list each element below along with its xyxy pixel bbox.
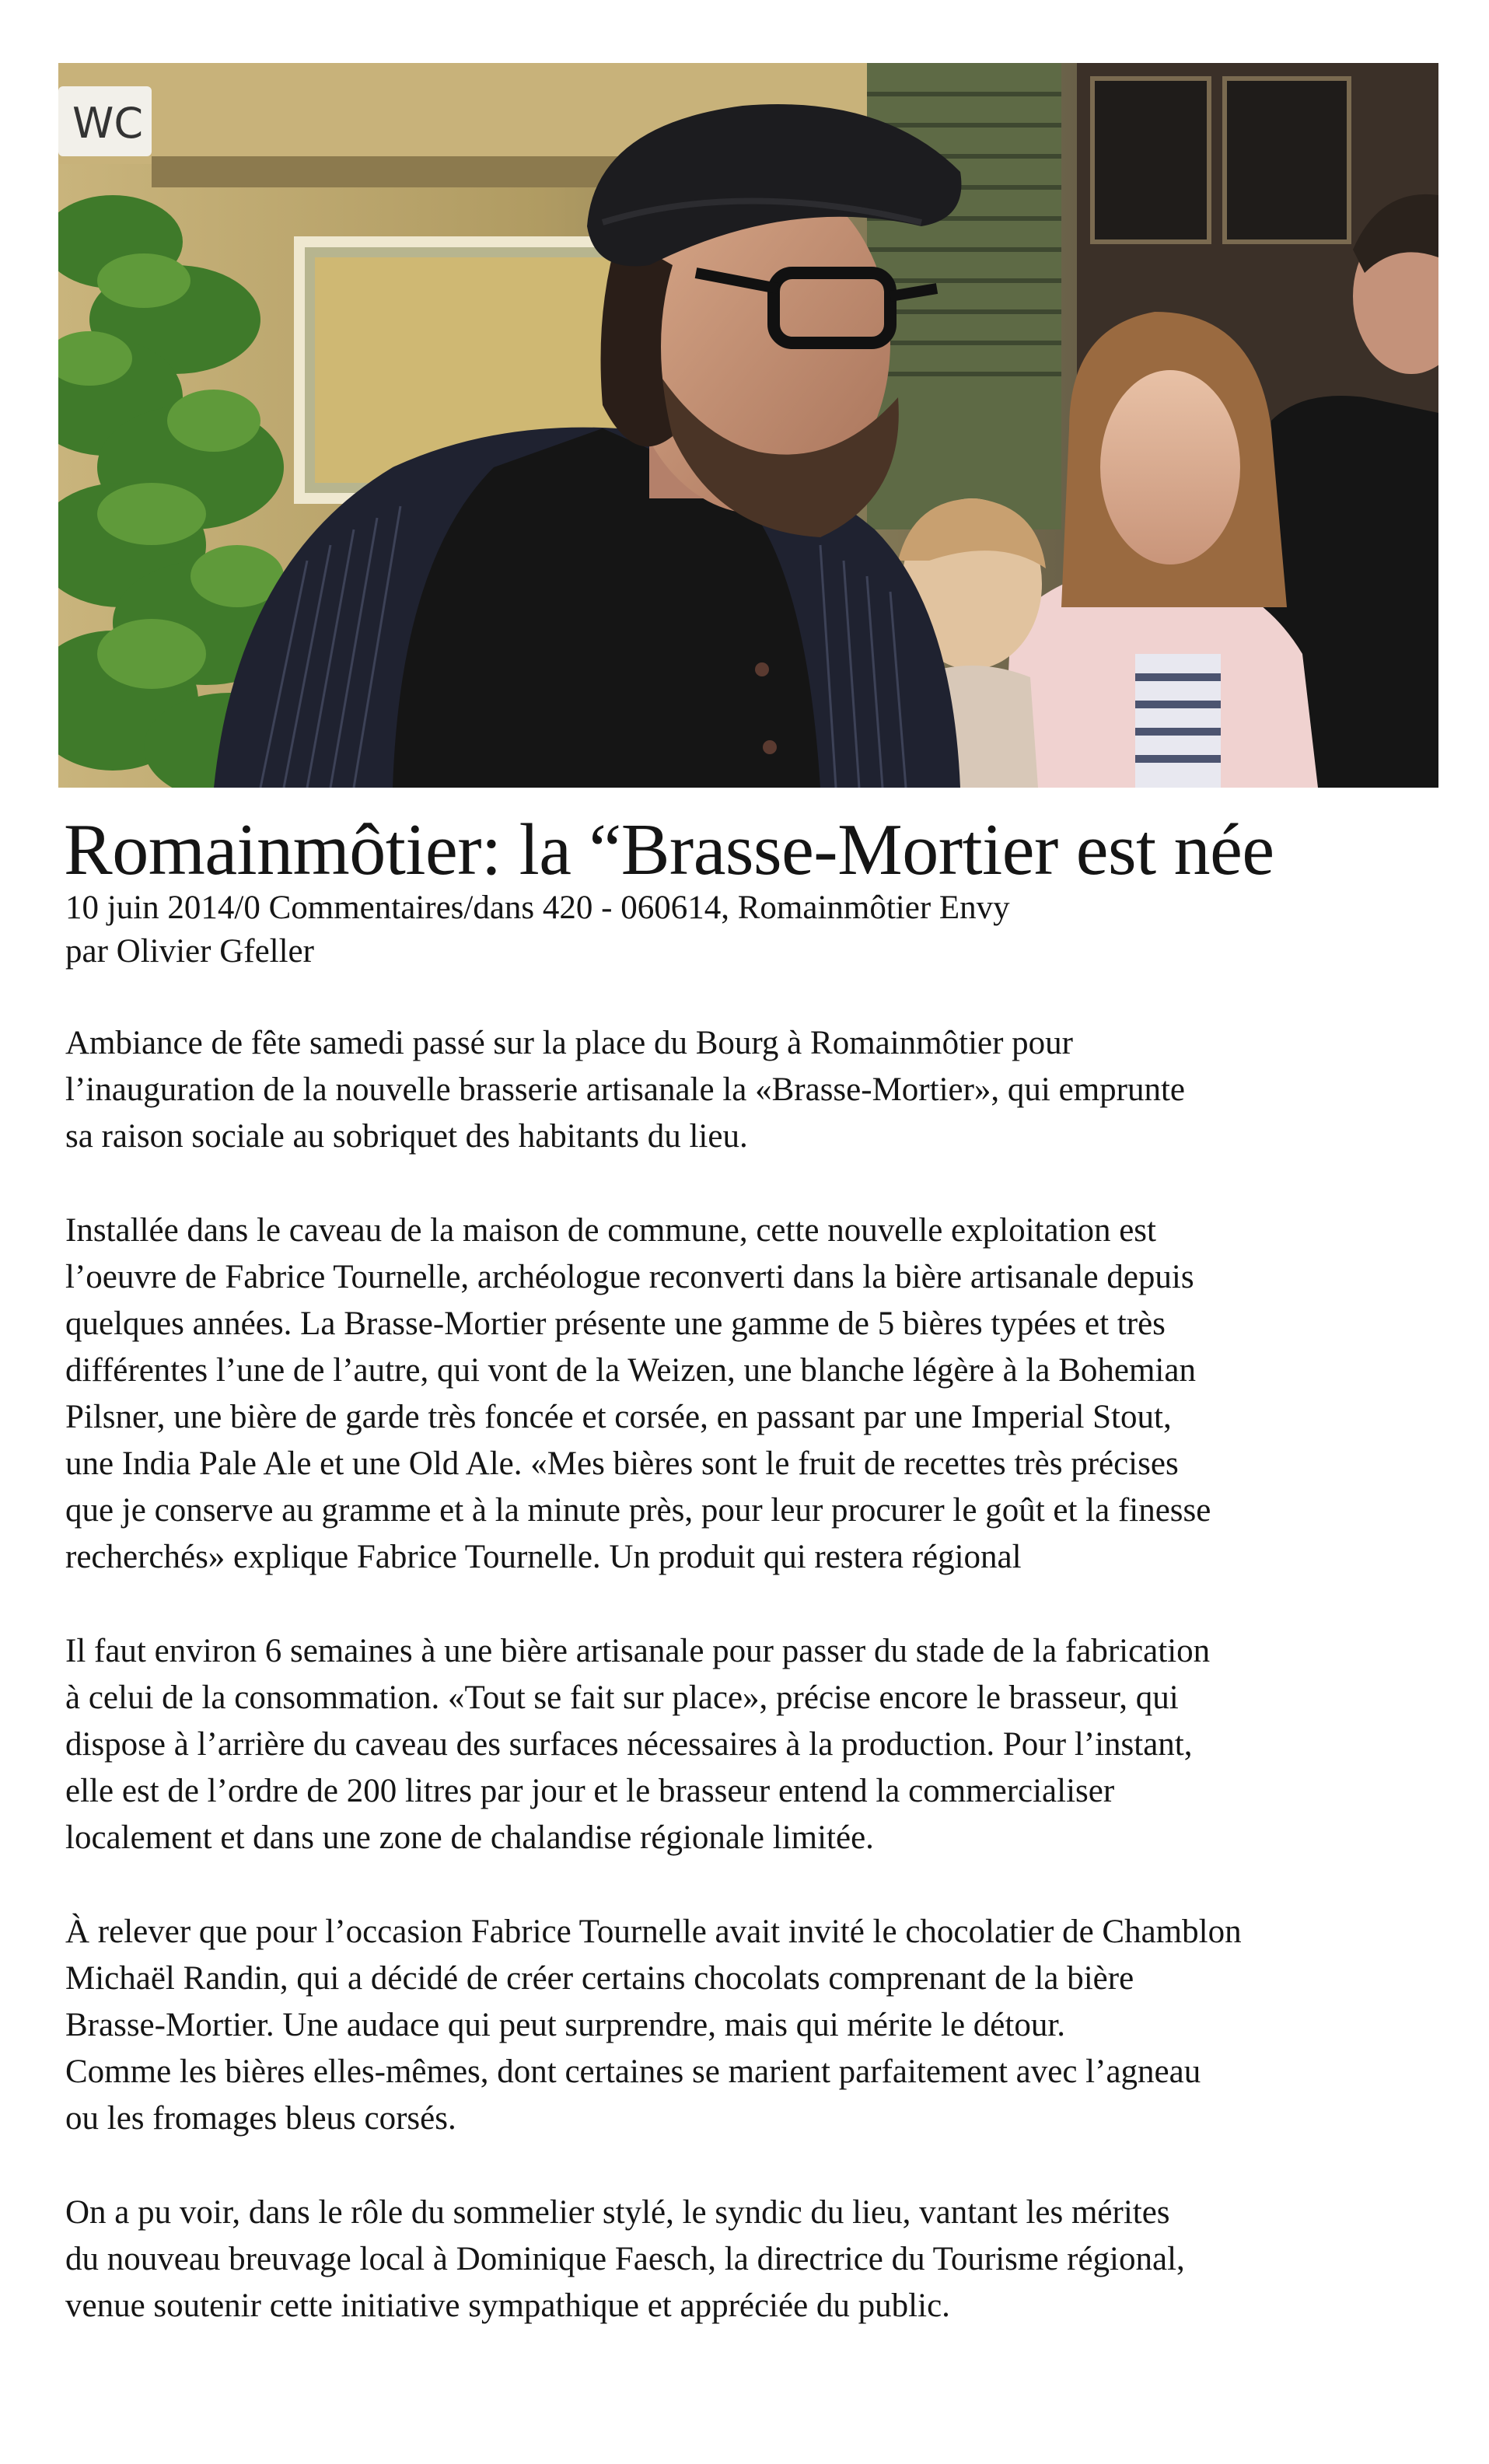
- text-line: à celui de la consommation. «Tout se fait sur place», précise encore le brasseur, qui: [65, 1679, 1179, 1716]
- meta-separator: /: [234, 889, 244, 926]
- article-body: [65, 1020, 1457, 2377]
- text-line: Comme les bières elles-mêmes, dont certaines se marient parfaitement avec l’agneau: [65, 2053, 1201, 2090]
- text-line: différentes l’une de l’autre, qui vont de la Weizen, une blanche légère à la Bohemian: [65, 1352, 1196, 1389]
- text-line: une India Pale Ale et une Old Ale. «Mes bières sont le fruit de recettes très précises: [65, 1445, 1179, 1482]
- meta-separator: /: [463, 889, 474, 926]
- article-title: Romainmôtier: la “Brasse-Mortier est née: [64, 809, 1274, 890]
- article-byline: par Olivier Gfeller: [65, 933, 314, 970]
- text-line: l’inauguration de la nouvelle brasserie artisanale la «Brasse-Mortier», qui emprunte: [65, 1071, 1185, 1108]
- text-line: Ambiance de fête samedi passé sur la place du Bourg à Romainmôtier pour: [65, 1025, 1073, 1061]
- text-line: du nouveau breuvage local à Dominique Faesch, la directrice du Tourisme régional,: [65, 2241, 1185, 2277]
- text-line: Il faut environ 6 semaines à une bière artisanale pour passer du stade de la fabrication: [65, 1633, 1211, 1669]
- text-line: elle est de l’ordre de 200 litres par jour et le brasseur entend la commercialiser: [65, 1773, 1115, 1809]
- text-line: ou les fromages bleus corsés.: [65, 2100, 456, 2137]
- text-line: recherchés» explique Fabrice Tournelle. Un produit qui restera régional: [65, 1539, 1022, 1575]
- text-line: l’oeuvre de Fabrice Tournelle, archéologue reconverti dans la bière artisanale depuis: [65, 1259, 1194, 1295]
- text-line: dispose à l’arrière du caveau des surfaces nécessaires à la production. Pour l’instant,: [65, 1726, 1193, 1763]
- paragraph: [65, 2190, 1457, 2329]
- text-line: sa raison sociale au sobriquet des habitants du lieu.: [65, 1118, 748, 1155]
- text-line: venue soutenir cette initiative sympathique et appréciée du public.: [65, 2288, 950, 2324]
- meta-date: 10 juin 2014: [65, 889, 235, 926]
- article-photo: [58, 63, 1438, 788]
- text-line: Brasse-Mortier. Une audace qui peut surprendre, mais qui mérite le détour.: [65, 2007, 1066, 2043]
- paragraph: [65, 1020, 1457, 1160]
- meta-category-prefix: dans: [473, 889, 535, 926]
- meta-comments-link[interactable]: 0 Commentaires: [243, 889, 464, 926]
- text-line: quelques années. La Brasse-Mortier présente une gamme de 5 bières typées et très: [65, 1305, 1166, 1342]
- paragraph: [65, 1208, 1457, 1581]
- meta-categories-link[interactable]: 420 - 060614, Romainmôtier Envy: [542, 889, 1010, 926]
- text-line: localement et dans une zone de chalandise régionale limitée.: [65, 1819, 874, 1856]
- text-line: Michaël Randin, qui a décidé de créer certains chocolats comprenant de la bière: [65, 1960, 1134, 1997]
- text-line: À relever que pour l’occasion Fabrice Tournelle avait invité le chocolatier de Chamblon: [65, 1914, 1242, 1950]
- photo-illustration: [58, 63, 1438, 788]
- text-line: On a pu voir, dans le rôle du sommelier stylé, le syndic du lieu, vantant les mérites: [65, 2194, 1170, 2231]
- article-meta: [65, 886, 1010, 930]
- paragraph: [65, 1909, 1457, 2142]
- paragraph: [65, 1628, 1457, 1861]
- text-line: que je conserve au gramme et à la minute près, pour leur procurer le goût et la finesse: [65, 1492, 1211, 1529]
- wc-sign: WC: [72, 99, 144, 148]
- text-line: Pilsner, une bière de garde très foncée et corsée, en passant par une Imperial Stout,: [65, 1399, 1172, 1435]
- text-line: Installée dans le caveau de la maison de commune, cette nouvelle exploitation est: [65, 1212, 1156, 1249]
